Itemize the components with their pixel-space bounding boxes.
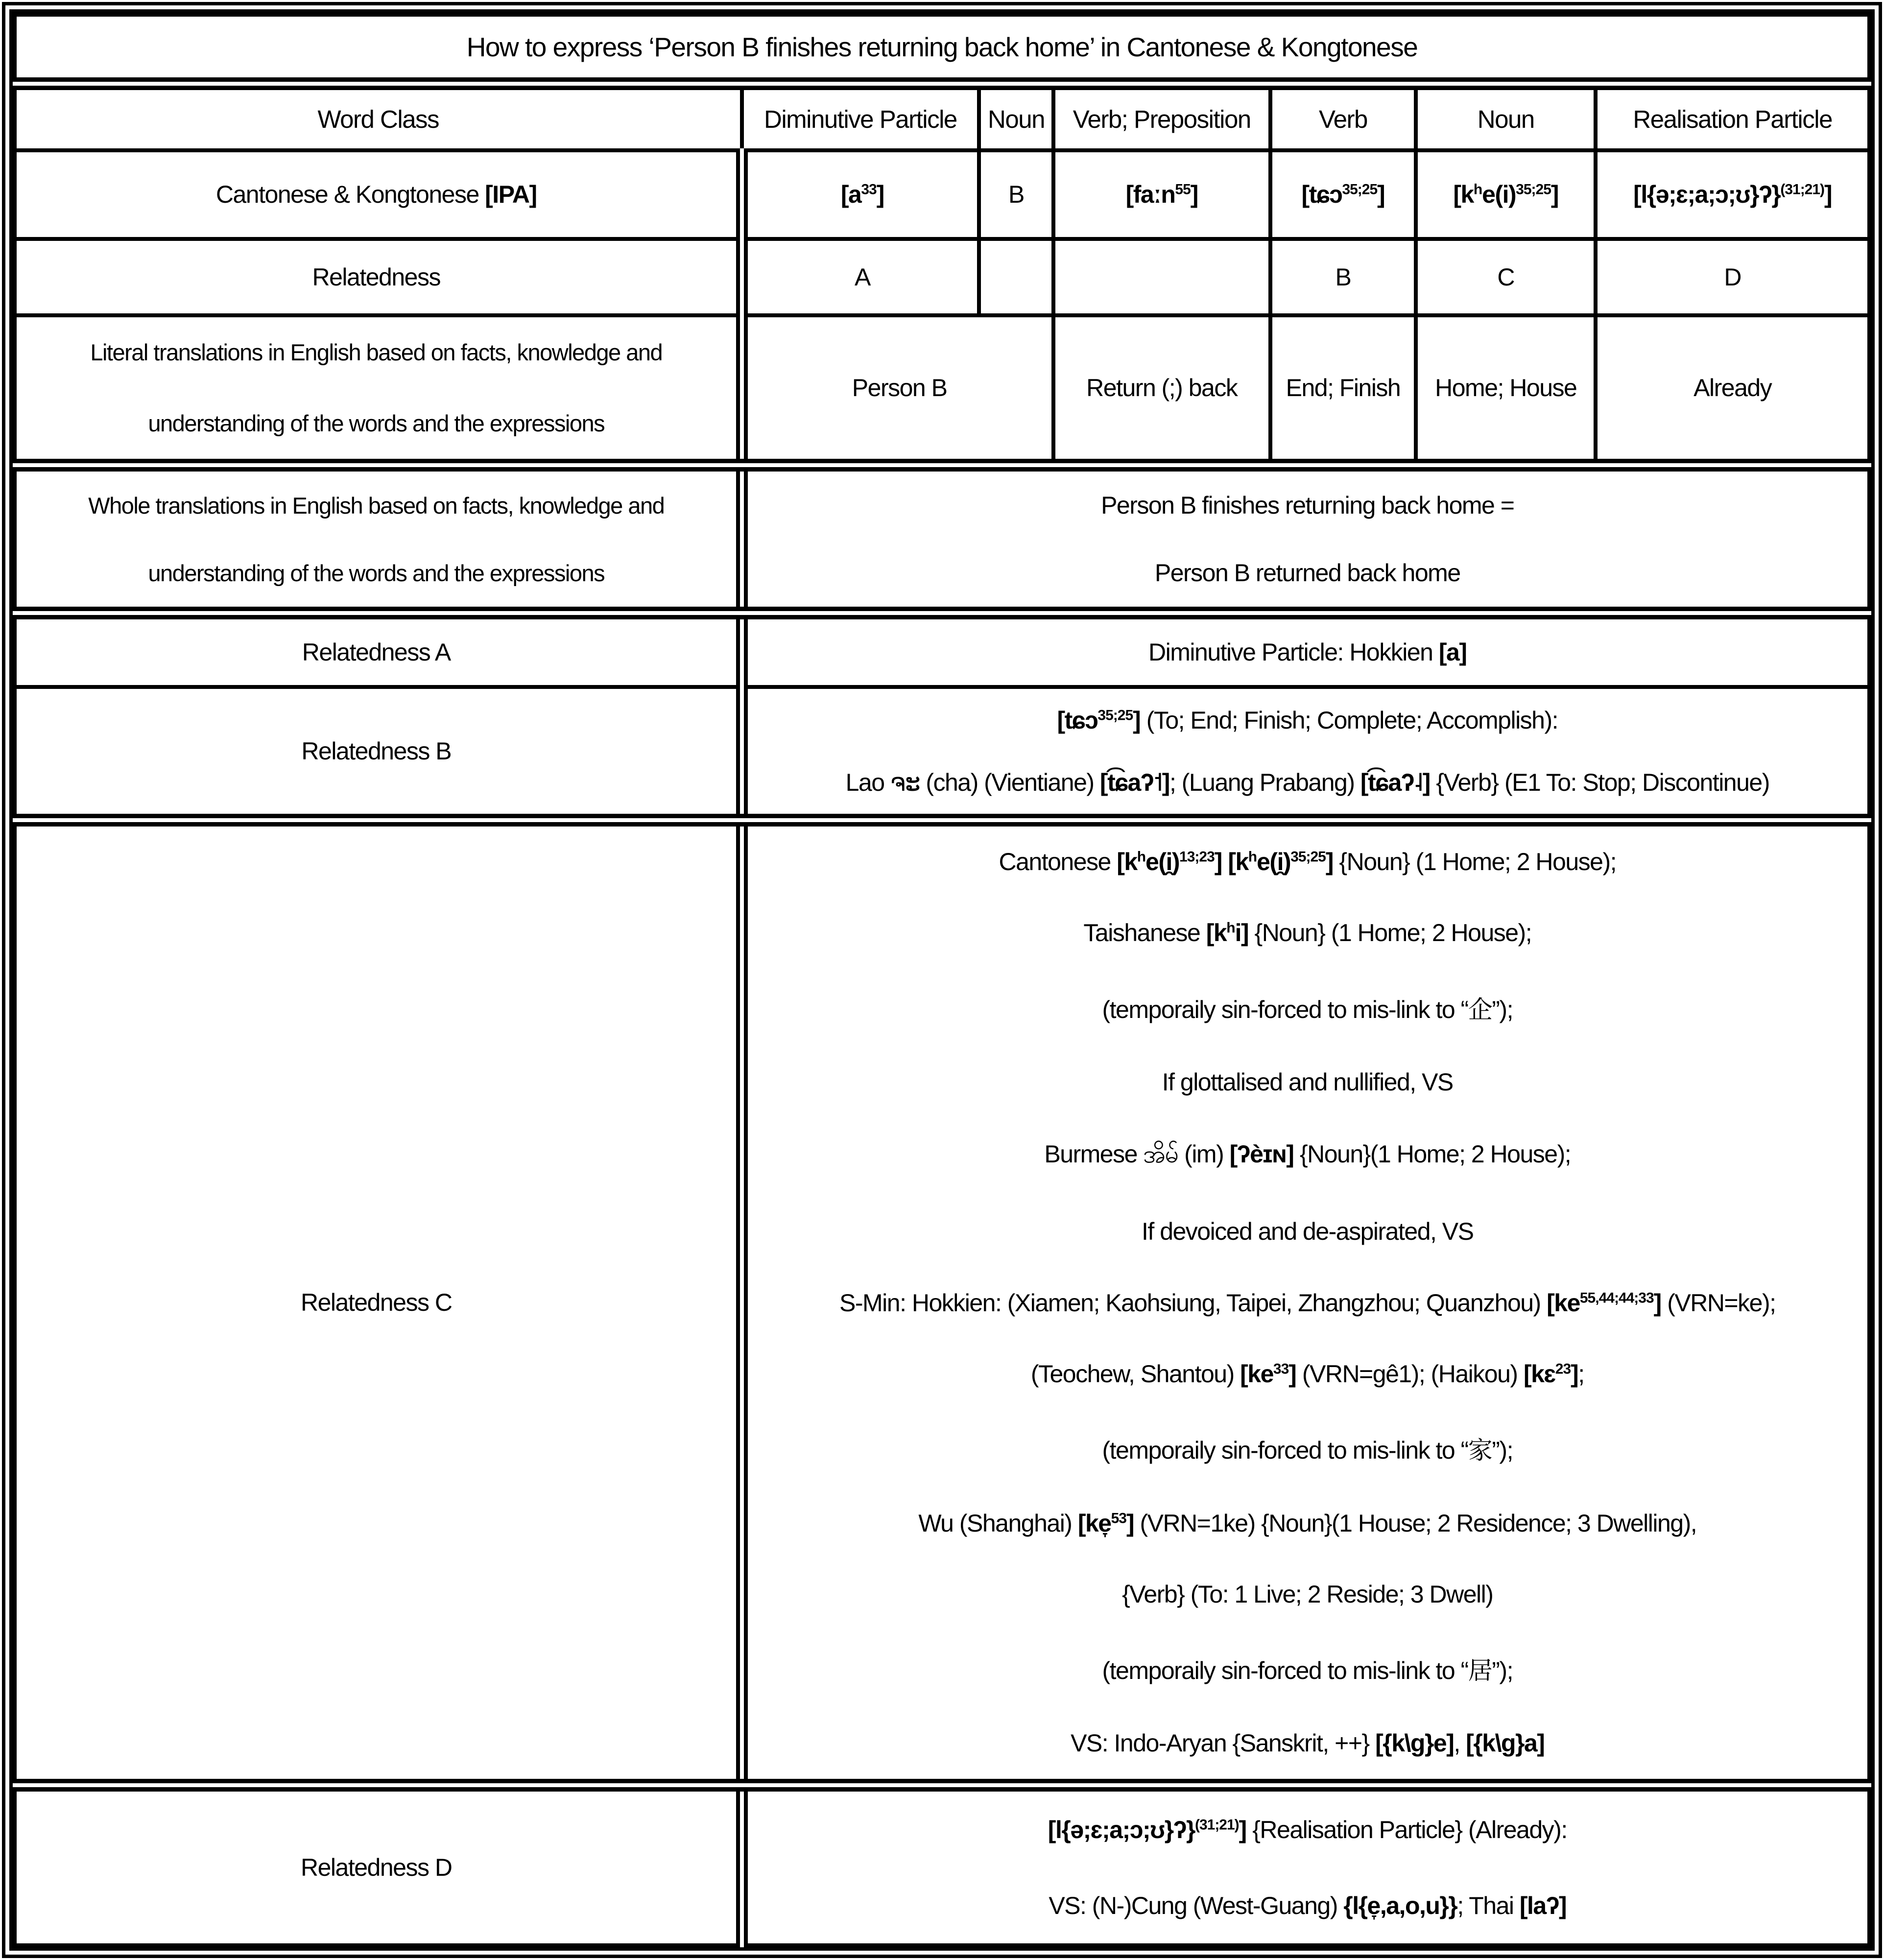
header-noun-1: Noun bbox=[979, 84, 1053, 150]
text-line bbox=[1049, 1891, 1566, 1920]
text-line bbox=[1048, 1816, 1567, 1844]
text-segment: 23 bbox=[1555, 1361, 1571, 1377]
text-segment: [faːn bbox=[1125, 181, 1175, 209]
text-segment: 55 bbox=[1175, 181, 1191, 198]
relatedness-cell-a: A bbox=[742, 239, 979, 315]
text-segment: Person B finishes returning back home = bbox=[1101, 492, 1514, 520]
text-segment: [k bbox=[1206, 919, 1227, 947]
relatedness-a-label: Relatedness A bbox=[15, 613, 742, 687]
text-segment: Lao ຈະ (cha) (Vientiane) bbox=[845, 768, 1100, 796]
text-segment: [l{ə;ɛ;a;ɔ;ʊ}ʔ} bbox=[1048, 1816, 1195, 1843]
text-line bbox=[148, 560, 604, 587]
whole-label-lines bbox=[17, 472, 736, 607]
header-verb: Verb bbox=[1270, 84, 1416, 150]
text-segment: e(i̯) bbox=[1257, 848, 1291, 876]
relatedness-d-cell bbox=[742, 1785, 1869, 1945]
text-line bbox=[90, 339, 662, 366]
text-segment: 35;25 bbox=[1516, 181, 1551, 198]
text-segment: 35;25 bbox=[1097, 707, 1133, 723]
text-segment: {Verb} (To: 1 Live; 2 Reside; 3 Dwell) bbox=[1122, 1580, 1493, 1608]
text-line bbox=[1155, 559, 1460, 587]
text-line bbox=[1031, 1360, 1584, 1388]
ipa-cell-diminutive bbox=[742, 150, 979, 239]
text-segment: {Verb} (E1 To: Stop; Discontinue) bbox=[1430, 768, 1769, 796]
relatedness-c-row bbox=[15, 820, 1869, 1786]
text-segment: [k bbox=[1453, 181, 1474, 209]
text-line bbox=[1071, 1729, 1544, 1757]
text-segment: h bbox=[1137, 849, 1146, 865]
text-segment: (VRN=1ke) {Noun}(1 House; 2 Residence; 3 Dwelling), bbox=[1134, 1509, 1697, 1537]
text-segment: , bbox=[1454, 1729, 1466, 1757]
text-segment: [k bbox=[1117, 848, 1137, 876]
relatedness-d-label: Relatedness D bbox=[15, 1785, 742, 1945]
text-segment: ] bbox=[1653, 1289, 1661, 1317]
text-segment: {Realisation Particle} (Already): bbox=[1246, 1816, 1567, 1843]
literal-label-lines bbox=[17, 317, 736, 459]
relatedness-b-cell bbox=[742, 687, 1869, 820]
relatedness-d-row bbox=[15, 1785, 1869, 1945]
text-segment: understanding of the words and the expressions bbox=[148, 560, 605, 586]
text-segment: Cantonese bbox=[999, 848, 1117, 876]
text-segment: h bbox=[1226, 920, 1235, 936]
relatedness-cell-c: C bbox=[1416, 239, 1596, 315]
relatedness-cell-d: D bbox=[1596, 239, 1869, 315]
text-line bbox=[1142, 1217, 1473, 1246]
text-line bbox=[1102, 990, 1513, 1025]
text-segment: (31;21) bbox=[1194, 1816, 1239, 1833]
text-segment: (temporaily sin-forced to mis-link to “居”); bbox=[1102, 1657, 1513, 1685]
relatedness-cell-empty-2 bbox=[1053, 239, 1270, 315]
text-line bbox=[1057, 706, 1558, 734]
text-segment: {Noun} (1 Home; 2 House); bbox=[1333, 848, 1616, 876]
relatedness-row bbox=[15, 239, 1869, 315]
literal-translations-row bbox=[15, 315, 1869, 466]
literal-translations-label bbox=[15, 315, 742, 466]
text-line bbox=[1102, 1651, 1513, 1686]
literal-cell-end-finish: End; Finish bbox=[1270, 315, 1416, 466]
relatedness-c-lines bbox=[748, 827, 1867, 1779]
text-segment: e(i̯) bbox=[1145, 848, 1180, 876]
text-segment: ] bbox=[1550, 181, 1559, 209]
text-segment: ; bbox=[1578, 1360, 1584, 1388]
relatedness-b-label: Relatedness B bbox=[15, 687, 742, 820]
header-noun-2: Noun bbox=[1416, 84, 1596, 150]
ipa-cell-noun-b bbox=[979, 150, 1053, 239]
text-segment: [tɕɔ bbox=[1301, 181, 1342, 209]
text-segment: 33 bbox=[1273, 1361, 1289, 1377]
text-segment: understanding of the words and the expressions bbox=[148, 410, 605, 437]
text-segment: [l{ə;ɛ;a;ɔ;ʊ}ʔ} bbox=[1633, 181, 1781, 209]
text-segment: 35;25 bbox=[1342, 181, 1378, 198]
relatedness-row-label: Relatedness bbox=[15, 239, 742, 315]
text-segment: Whole translations in English based on facts, knowledge and bbox=[88, 492, 665, 519]
text-segment: [t͡ɕaʔ˦] bbox=[1099, 768, 1169, 796]
text-segment: 53 bbox=[1111, 1510, 1126, 1526]
text-segment: Cantonese & Kongtonese bbox=[215, 181, 485, 209]
header-row bbox=[15, 84, 1869, 150]
ipa-cell-realisation bbox=[1596, 150, 1869, 239]
relatedness-c-label: Relatedness C bbox=[15, 820, 742, 1786]
text-segment: (temporaily sin-forced to mis-link to “家”); bbox=[1102, 1437, 1513, 1464]
text-segment: ] bbox=[1239, 1816, 1246, 1843]
text-segment: e(i) bbox=[1482, 181, 1516, 209]
text-line bbox=[1044, 1139, 1571, 1175]
text-segment: ] bbox=[1133, 706, 1141, 734]
text-segment: If devoiced and de-aspirated, VS bbox=[1142, 1218, 1474, 1246]
whole-translation-lines bbox=[748, 472, 1867, 607]
text-segment: Diminutive Particle: Hokkien bbox=[1148, 638, 1439, 666]
text-segment: h bbox=[1248, 849, 1257, 865]
text-segment: ] bbox=[1377, 181, 1385, 209]
whole-translations-row bbox=[15, 465, 1869, 613]
text-segment: If glottalised and nullified, VS bbox=[1162, 1068, 1453, 1096]
literal-cell-home-house: Home; House bbox=[1416, 315, 1596, 466]
text-segment: ; Thai bbox=[1457, 1891, 1520, 1919]
text-segment: [ʔèɪɴ] bbox=[1229, 1140, 1294, 1168]
header-realisation-particle: Realisation Particle bbox=[1596, 84, 1869, 150]
relatedness-cell-empty-1 bbox=[979, 239, 1053, 315]
relatedness-b-row bbox=[15, 687, 1869, 820]
text-segment: {Noun}(1 Home; 2 House); bbox=[1293, 1140, 1571, 1168]
text-segment: h bbox=[1473, 181, 1482, 198]
text-segment: {l{e̞,a,o,u}} bbox=[1343, 1891, 1457, 1919]
literal-cell-already: Already bbox=[1596, 315, 1869, 466]
ipa-row bbox=[15, 150, 1869, 239]
text-segment: [{k\g}a] bbox=[1466, 1729, 1545, 1757]
title-row bbox=[15, 15, 1869, 84]
text-segment: [a] bbox=[1438, 638, 1467, 666]
text-line bbox=[1083, 919, 1531, 947]
literal-cell-person-b: Person B bbox=[742, 315, 1053, 466]
relatedness-cell-b: B bbox=[1270, 239, 1416, 315]
text-segment: (VRN=ke); bbox=[1661, 1289, 1776, 1317]
text-segment: Wu (Shanghai) bbox=[918, 1509, 1078, 1537]
text-segment: Taishanese bbox=[1083, 919, 1206, 947]
relatedness-b-lines bbox=[748, 689, 1867, 814]
text-segment: (temporaily sin-forced to mis-link to “企”); bbox=[1102, 995, 1513, 1023]
text-segment: 55,44;44;33 bbox=[1579, 1290, 1654, 1306]
text-segment: [tɕɔ bbox=[1057, 706, 1098, 734]
text-segment: ] bbox=[1325, 848, 1333, 876]
text-segment: ] bbox=[1288, 1360, 1296, 1388]
ipa-cell-verb bbox=[1270, 150, 1416, 239]
text-line bbox=[918, 1509, 1696, 1537]
text-line bbox=[148, 410, 604, 437]
relatedness-a-row bbox=[15, 613, 1869, 687]
whole-translations-cell bbox=[742, 465, 1869, 613]
text-segment: VS: (N-)Cung (West-Guang) bbox=[1049, 1891, 1344, 1919]
text-segment: [a bbox=[840, 181, 861, 209]
text-segment: [ke̞ bbox=[1077, 1509, 1111, 1537]
text-segment: {Noun} (1 Home; 2 House); bbox=[1248, 919, 1532, 947]
text-segment: Person B returned back home bbox=[1154, 559, 1460, 587]
header-diminutive-particle: Diminutive Particle bbox=[742, 84, 979, 150]
whole-translations-label bbox=[15, 465, 742, 613]
text-segment: [t͡ɕaʔ˨] bbox=[1360, 768, 1430, 796]
text-segment: ] [k bbox=[1214, 848, 1248, 876]
text-segment: (To; End; Finish; Complete; Accomplish): bbox=[1140, 706, 1558, 734]
text-segment: [laʔ] bbox=[1519, 1891, 1567, 1919]
ipa-cell-noun bbox=[1416, 150, 1596, 239]
text-segment: ; (Luang Prabang) bbox=[1169, 768, 1360, 796]
literal-cell-return-back: Return (;) back bbox=[1053, 315, 1270, 466]
text-line bbox=[88, 492, 664, 519]
text-segment: ] bbox=[876, 181, 884, 209]
text-segment: (VRN=gê1); (Haikou) bbox=[1296, 1360, 1524, 1388]
text-segment: VS: Indo-Aryan {Sanskrit, ++} bbox=[1071, 1729, 1376, 1757]
relatedness-c-cell bbox=[742, 820, 1869, 1786]
text-segment: [kɛ bbox=[1523, 1360, 1555, 1388]
text-segment: ] bbox=[1126, 1509, 1134, 1537]
text-segment: ] bbox=[1190, 181, 1198, 209]
text-line bbox=[1101, 491, 1514, 520]
text-line bbox=[839, 1289, 1776, 1317]
text-segment: [ke bbox=[1240, 1360, 1273, 1388]
ipa-row-label bbox=[15, 150, 742, 239]
text-line bbox=[1122, 1580, 1493, 1608]
text-segment: (Teochew, Shantou) bbox=[1030, 1360, 1240, 1388]
text-segment: [IPA] bbox=[485, 181, 537, 209]
text-segment: B bbox=[1008, 181, 1024, 209]
ipa-cell-verb-preposition bbox=[1053, 150, 1270, 239]
text-segment: ] bbox=[1571, 1360, 1578, 1388]
relatedness-d-lines bbox=[748, 1792, 1867, 1943]
text-segment: 33 bbox=[861, 181, 877, 198]
table-outer-border bbox=[2, 2, 1882, 1958]
text-line bbox=[999, 848, 1617, 876]
header-verb-preposition: Verb; Preposition bbox=[1053, 84, 1270, 150]
text-segment: Literal translations in English based on facts, knowledge and bbox=[90, 339, 663, 366]
text-segment: ] bbox=[1824, 181, 1832, 209]
text-segment: i] bbox=[1235, 919, 1249, 947]
text-line bbox=[1162, 1068, 1453, 1096]
text-segment: (31;21) bbox=[1780, 181, 1825, 198]
text-segment: [ke bbox=[1547, 1289, 1580, 1317]
text-segment: [{k\g}e] bbox=[1375, 1729, 1454, 1757]
text-line bbox=[846, 768, 1769, 797]
text-segment: 13;23 bbox=[1179, 849, 1215, 865]
text-segment: 35;25 bbox=[1290, 849, 1326, 865]
page-title: How to express ‘Person B finishes returning back home’ in Cantonese & Kongtonese bbox=[15, 15, 1869, 84]
text-segment: S-Min: Hokkien: (Xiamen; Kaohsiung, Taipei, Zhangzhou; Quanzhou) bbox=[839, 1289, 1547, 1317]
linguistics-table bbox=[13, 13, 1871, 1947]
text-line bbox=[1102, 1431, 1513, 1466]
text-segment: Burmese အိမ် (im) bbox=[1044, 1140, 1230, 1168]
relatedness-a-cell bbox=[742, 613, 1869, 687]
header-word-class: Word Class bbox=[15, 84, 742, 150]
